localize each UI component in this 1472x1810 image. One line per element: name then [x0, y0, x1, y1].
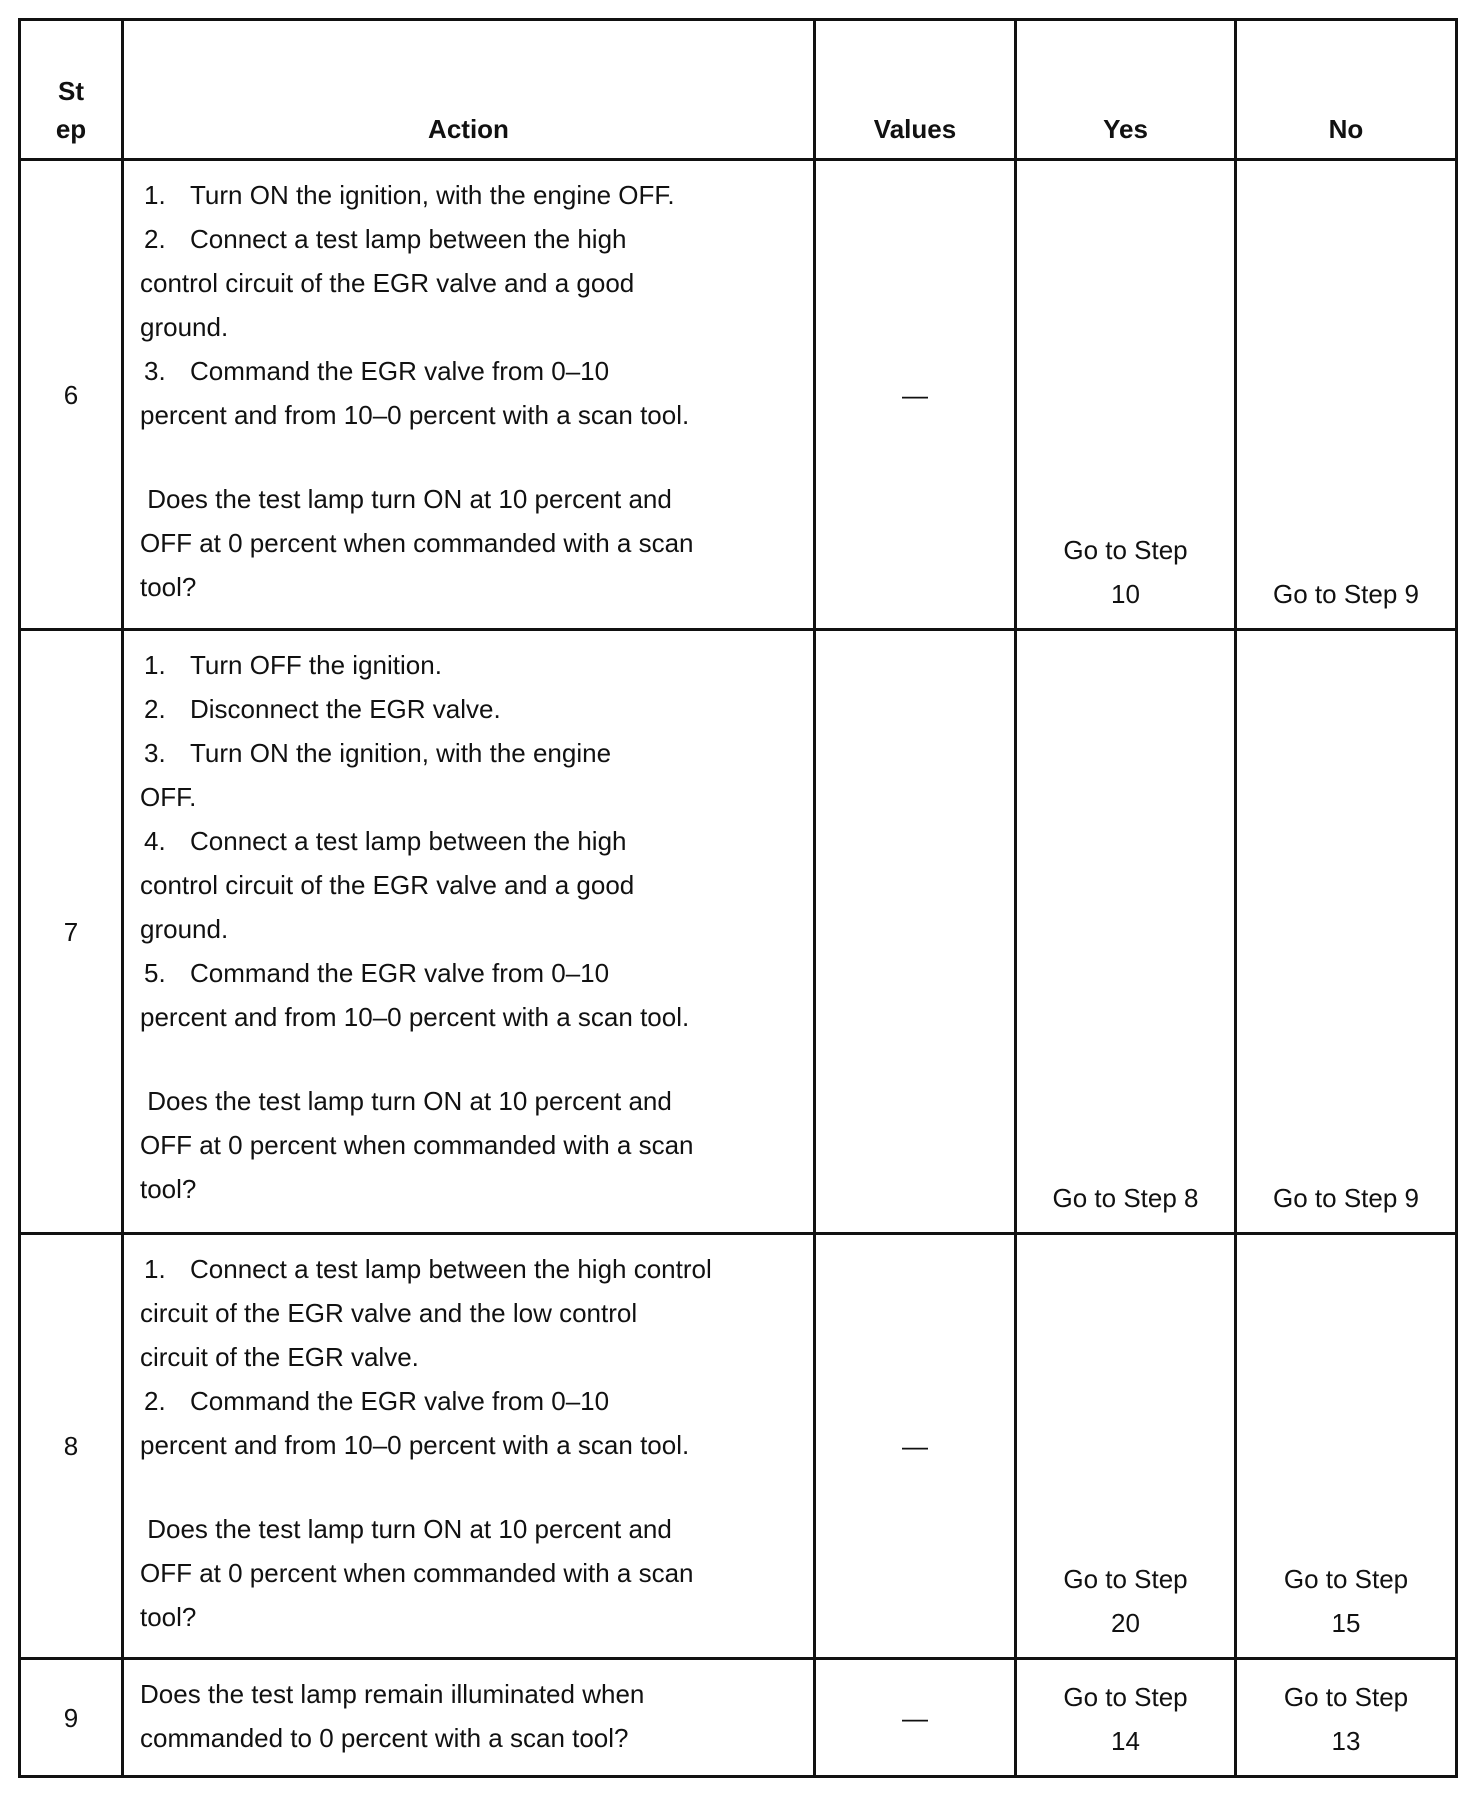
action-cell — [123, 1659, 815, 1777]
instruction-text: percent and from 10–0 percent with a scan tool. — [140, 400, 690, 430]
question-line: Does the test lamp turn ON at 10 percent and — [140, 1514, 672, 1544]
header-yes: Yes — [1016, 20, 1236, 160]
step-cell: 6 — [20, 160, 123, 630]
header-step: St ep — [20, 20, 123, 160]
instruction-line — [140, 173, 793, 217]
action-cell — [123, 160, 815, 630]
yes-cell — [1016, 630, 1236, 1234]
spacer — [140, 1039, 793, 1079]
instruction-line — [140, 995, 793, 1039]
spacer — [140, 1467, 793, 1507]
no-text: Go to Step — [1283, 1682, 1409, 1712]
values-cell: — — [815, 1234, 1016, 1659]
question-line: commanded to 0 percent with a scan tool? — [140, 1723, 629, 1753]
instruction-number: 2. — [144, 1386, 166, 1416]
values-cell — [815, 630, 1016, 1234]
no-text: Go to Step 9 — [1273, 1183, 1419, 1213]
instruction-number: 1. — [144, 1254, 166, 1284]
instruction-text: ground. — [140, 312, 229, 342]
yes-cell — [1016, 1234, 1236, 1659]
instruction-text: Command the EGR valve from 0–10 — [190, 1386, 610, 1416]
no-cell — [1236, 1659, 1457, 1777]
instruction-text: circuit of the EGR valve. — [140, 1342, 419, 1372]
instruction-line — [140, 1423, 793, 1467]
yes-text: 20 — [1111, 1608, 1140, 1638]
question-line: OFF at 0 percent when commanded with a scan — [140, 1558, 694, 1588]
yes-text: 10 — [1111, 579, 1140, 609]
instruction-line — [140, 1291, 793, 1335]
no-text: 15 — [1331, 1608, 1361, 1638]
instruction-number: 1. — [144, 650, 166, 680]
instruction-line — [140, 863, 793, 907]
yes-cell — [1016, 1659, 1236, 1777]
instruction-number: 2. — [144, 224, 166, 254]
instruction-line — [140, 349, 793, 393]
header-action: Action — [123, 20, 815, 160]
instruction-text: Command the EGR valve from 0–10 — [190, 356, 610, 386]
instruction-number: 2. — [144, 694, 166, 724]
instruction-text: OFF. — [140, 782, 197, 812]
instruction-line — [140, 261, 793, 305]
yes-text: Go to Step 8 — [1052, 1183, 1199, 1213]
question-line: Does the test lamp remain illuminated when — [140, 1679, 645, 1709]
yes-cell — [1016, 160, 1236, 630]
instruction-line — [140, 687, 793, 731]
instruction-line — [140, 951, 793, 995]
instruction-line — [140, 819, 793, 863]
no-text: Go to Step 9 — [1273, 579, 1419, 609]
instruction-text: Turn ON the ignition, with the engine OFF. — [190, 180, 675, 210]
instruction-number: 3. — [144, 356, 166, 386]
step-cell: 9 — [20, 1659, 123, 1777]
header-values: Values — [815, 20, 1016, 160]
instruction-line — [140, 907, 793, 951]
no-text: Go to Step — [1283, 1564, 1409, 1594]
diagnostic-table — [18, 18, 1458, 1778]
no-cell — [1236, 630, 1457, 1234]
instruction-text: circuit of the EGR valve and the low control — [140, 1298, 638, 1328]
table-row — [20, 1659, 1457, 1777]
instruction-line — [140, 1335, 793, 1379]
action-cell — [123, 630, 815, 1234]
instruction-text: Connect a test lamp between the high — [190, 826, 627, 856]
header-no: No — [1236, 20, 1457, 160]
question-line: tool? — [140, 1602, 197, 1632]
values-cell: — — [815, 160, 1016, 630]
question-line: Does the test lamp turn ON at 10 percent and — [140, 484, 672, 514]
no-cell — [1236, 1234, 1457, 1659]
no-cell — [1236, 160, 1457, 630]
instruction-line — [140, 393, 793, 437]
instruction-number: 4. — [144, 826, 166, 856]
values-cell: — — [815, 1659, 1016, 1777]
question-line: tool? — [140, 1174, 197, 1204]
yes-text: Go to Step — [1063, 1682, 1188, 1712]
instruction-line — [140, 775, 793, 819]
instruction-number: 1. — [144, 180, 166, 210]
instruction-text: percent and from 10–0 percent with a scan tool. — [140, 1430, 690, 1460]
instruction-line — [140, 1379, 793, 1423]
instruction-text: ground. — [140, 914, 229, 944]
action-cell — [123, 1234, 815, 1659]
instruction-line — [140, 1247, 793, 1291]
instruction-text: Disconnect the EGR valve. — [190, 694, 501, 724]
instruction-number: 5. — [144, 958, 166, 988]
instruction-text: control circuit of the EGR valve and a good — [140, 268, 635, 298]
instruction-text: Turn ON the ignition, with the engine — [190, 738, 612, 768]
question-line: OFF at 0 percent when commanded with a scan — [140, 1130, 694, 1160]
yes-text: Go to Step — [1063, 535, 1188, 565]
header-row — [20, 20, 1457, 160]
no-text: 13 — [1331, 1726, 1361, 1756]
instruction-text: control circuit of the EGR valve and a good — [140, 870, 635, 900]
instruction-line — [140, 305, 793, 349]
table-body — [20, 160, 1457, 1777]
question-line: OFF at 0 percent when commanded with a scan — [140, 528, 694, 558]
yes-text: Go to Step — [1063, 1564, 1188, 1594]
step-cell: 7 — [20, 630, 123, 1234]
table-row — [20, 160, 1457, 630]
instruction-text: Connect a test lamp between the high control — [190, 1254, 712, 1284]
spacer — [140, 437, 793, 477]
question-line: tool? — [140, 572, 197, 602]
instruction-line — [140, 731, 793, 775]
instruction-line — [140, 643, 793, 687]
instruction-text: percent and from 10–0 percent with a scan tool. — [140, 1002, 690, 1032]
table-row — [20, 1234, 1457, 1659]
question-line: Does the test lamp turn ON at 10 percent and — [140, 1086, 672, 1116]
instruction-text: Connect a test lamp between the high — [190, 224, 627, 254]
instruction-text: Command the EGR valve from 0–10 — [190, 958, 610, 988]
step-cell: 8 — [20, 1234, 123, 1659]
yes-text: 14 — [1111, 1726, 1140, 1756]
instruction-number: 3. — [144, 738, 166, 768]
instruction-text: Turn OFF the ignition. — [190, 650, 442, 680]
table-row — [20, 630, 1457, 1234]
instruction-line — [140, 217, 793, 261]
